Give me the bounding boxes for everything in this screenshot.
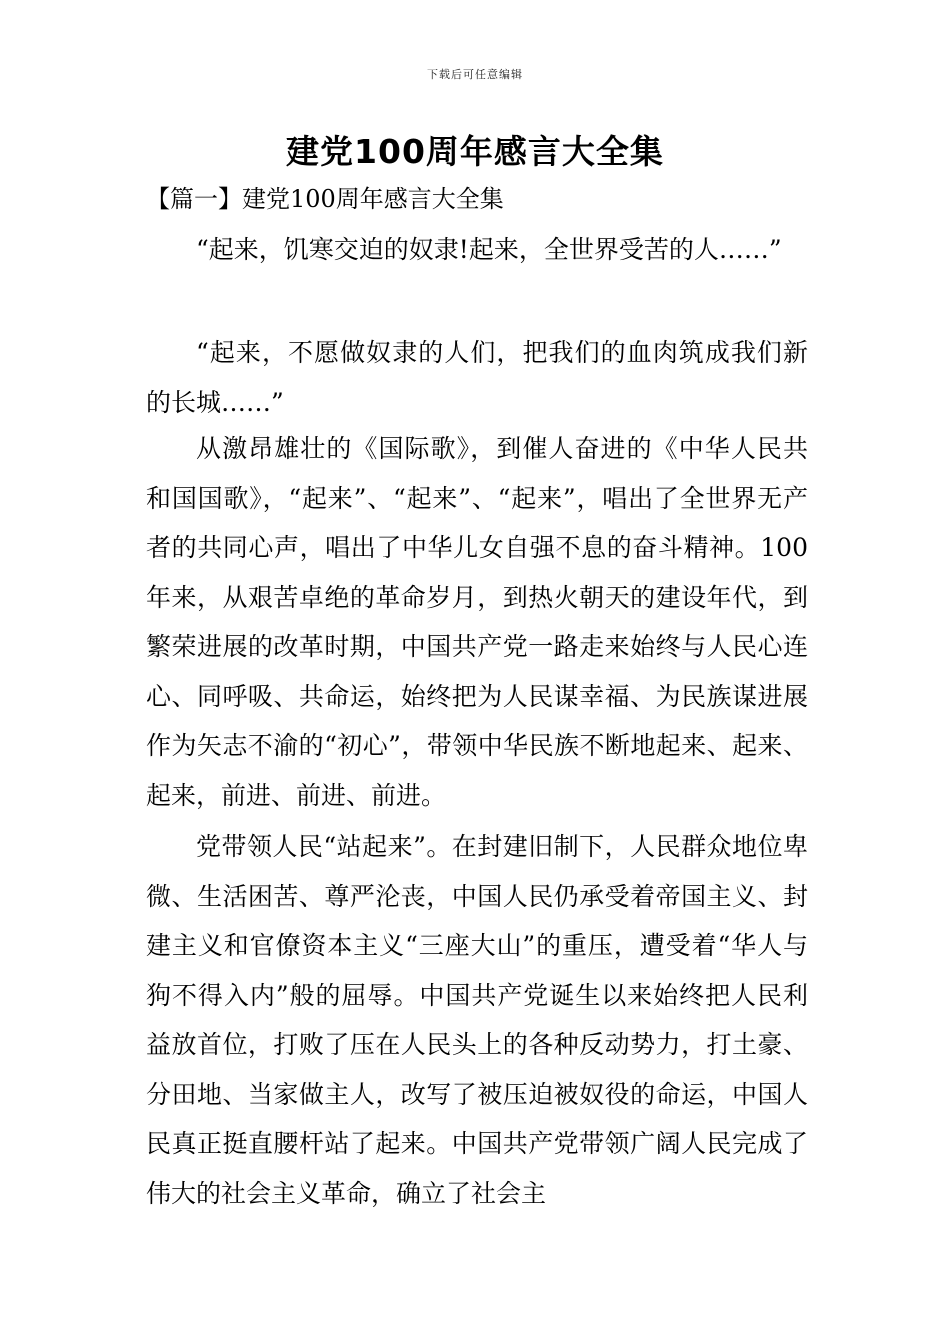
section-heading: 【篇一】建党100周年感言大全集 bbox=[146, 185, 504, 213]
paragraph-3: 从激昂雄壮的《国际歌》，到催人奋进的《中华人民共和国国歌》，“起来”、“起来”、“起来”，唱出了全世界无产者的共同心声，唱出了中华儿女自强不息的奋斗精神。100年来，从艰苦卓绝的革命岁月，到热火朝天的建设年代，到繁荣进展的改革时期，中国共产党一路走来始终与人民心连心、同呼吸、共命运，始终把为人民谋幸福、为民族谋进展作为矢志不渝的“初心”，带领中华民族不断地起来、起来、起来，前进、前进、前进。 bbox=[146, 434, 808, 810]
paragraph-4: 党带领人民“站起来”。在封建旧制下，人民群众地位卑微、生活困苦、尊严沦丧，中国人民仍承受着帝国主义、封建主义和官僚资本主义“三座大山”的重压，遭受着“华人与狗不得入内”般的屈辱。中国共产党诞生以来始终把人民利益放首位，打败了压在人民头上的各种反动势力，打土豪、分田地、当家做主人，改写了被压迫被奴役的命运，中国人民真正挺直腰杆站了起来。中国共产党带领广阔人民完成了伟大的社会主义革命，确立了社会主 bbox=[146, 832, 808, 1208]
header-note: 下载后可任意编辑 bbox=[427, 68, 523, 81]
paragraph-1: “起来，饥寒交迫的奴隶!起来，全世界受苦的人……” bbox=[196, 235, 782, 264]
document-title: 建党100周年感言大全集 bbox=[286, 132, 664, 171]
paragraph-2: “起来，不愿做奴隶的人们，把我们的血肉筑成我们新的长城……” bbox=[146, 338, 808, 417]
